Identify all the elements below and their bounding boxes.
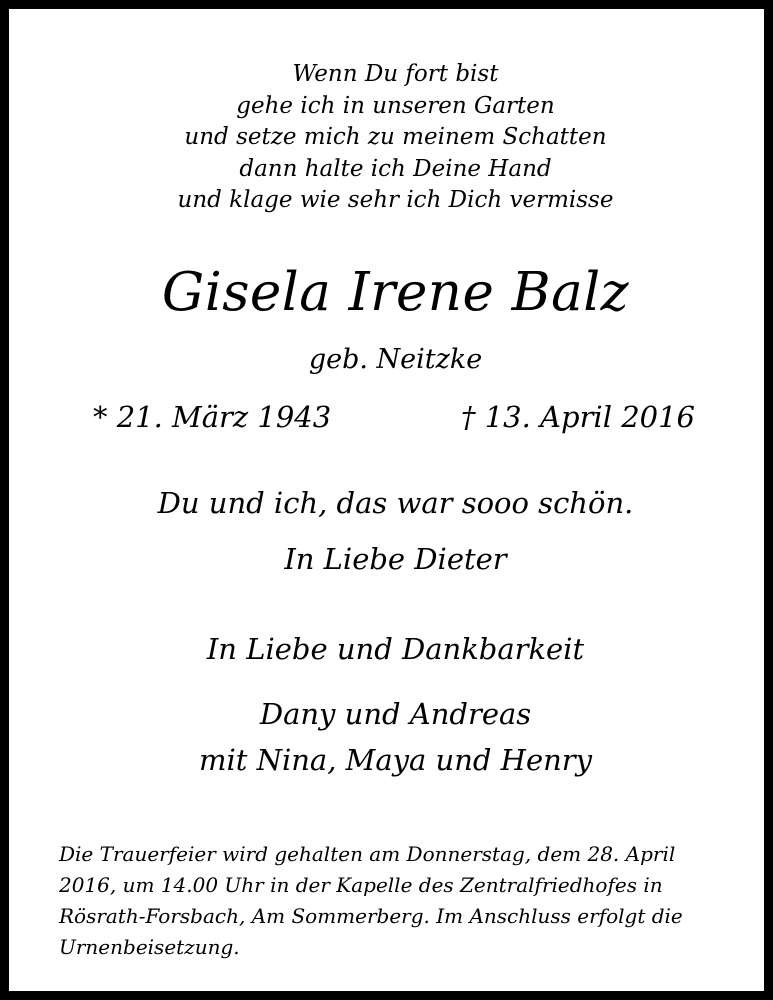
family-names-children: mit Nina, Maya und Henry — [198, 743, 593, 777]
death-date: † 13. April 2016 — [461, 400, 695, 434]
funeral-line: 2016, um 14.00 Uhr in der Kapelle des Zentralfriedhofes in — [59, 873, 663, 897]
deceased-name: Gisela Irene Balz — [161, 262, 630, 323]
birth-date: * 21. März 1943 — [93, 400, 332, 434]
poem — [9, 59, 773, 217]
family-names: Dany und Andreas — [259, 697, 532, 731]
birth-name: geb. Neitzke — [308, 344, 483, 375]
dieter-message: Du und ich, das war sooo schön. — [157, 486, 634, 520]
funeral-notice — [59, 839, 749, 963]
funeral-line: Urnenbeisetzung. — [59, 935, 240, 959]
funeral-line: Die Trauerfeier wird gehalten am Donnerstag, dem 28. April — [59, 842, 676, 866]
funeral-line: Rösrath-Forsbach, Am Sommerberg. Im Anschluss erfolgt die — [59, 904, 683, 928]
poem-line: und setze mich zu meinem Schatten — [184, 124, 607, 150]
poem-line: und klage wie sehr ich Dich vermisse — [177, 187, 614, 213]
family-message: In Liebe und Dankbarkeit — [206, 632, 585, 666]
poem-line: dann halte ich Deine Hand — [239, 155, 552, 182]
poem-line: gehe ich in unseren Garten — [236, 92, 555, 119]
poem-line: Wenn Du fort bist — [292, 61, 499, 87]
dieter-signature: In Liebe Dieter — [284, 542, 507, 576]
